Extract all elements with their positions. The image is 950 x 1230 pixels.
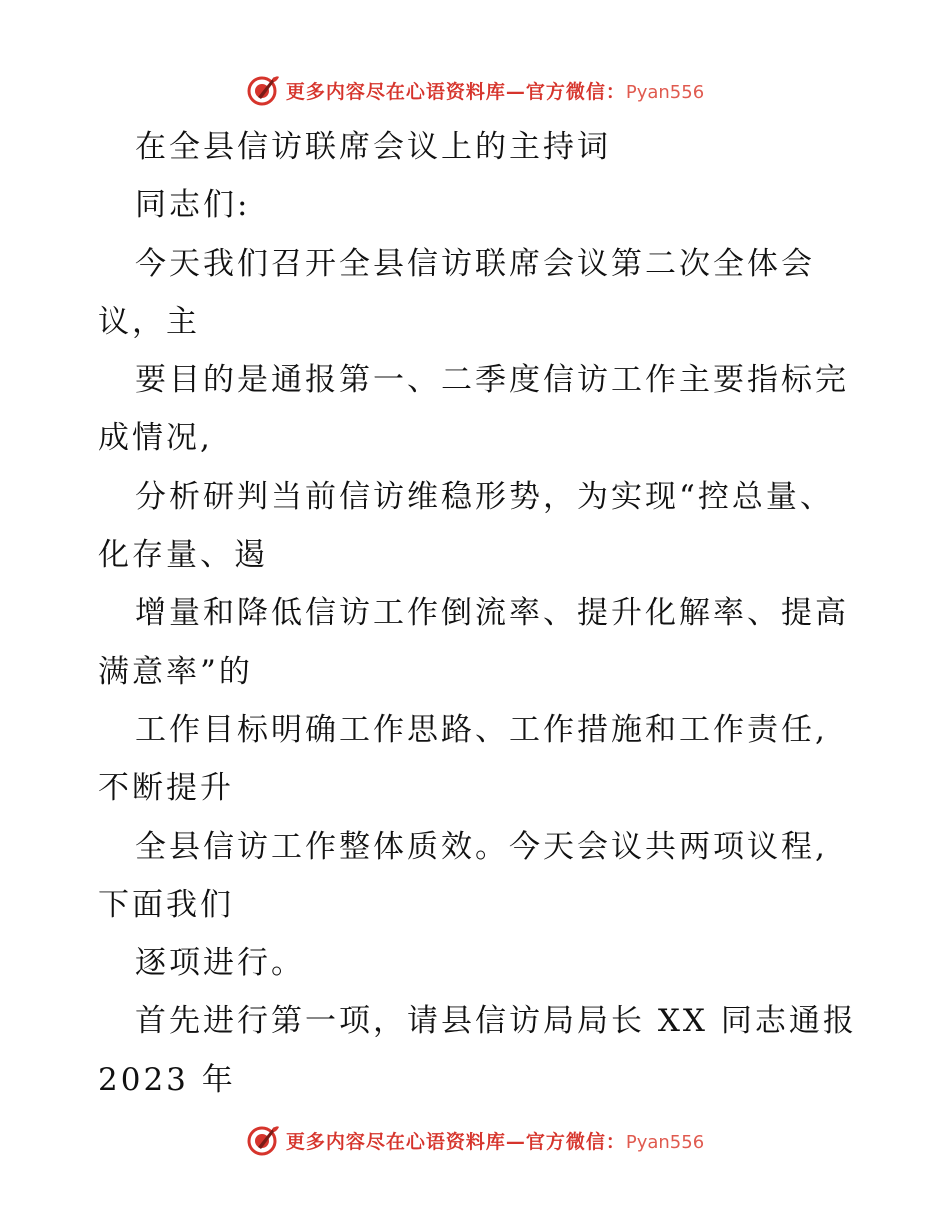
banner-wechat-id: Pyan556	[625, 1131, 705, 1153]
paragraph-line: 不断提升	[98, 770, 234, 807]
paragraph-line: 成情况,	[98, 420, 213, 457]
banner-dash: —	[505, 1130, 526, 1153]
paragraph-line: 工作目标明确工作思路、工作措施和工作责任,	[135, 711, 828, 748]
banner-sub-text: 官方微信：	[525, 80, 626, 103]
quill-logo-icon	[246, 73, 280, 107]
paragraph-line: 化存量、遏	[98, 537, 268, 574]
paragraph-line: 全县信访工作整体质效。今天会议共两项议程,	[135, 828, 828, 865]
paragraph-line: 2023 年	[98, 1061, 236, 1098]
header-banner	[0, 70, 950, 110]
document-body	[98, 118, 858, 1109]
quill-logo-icon	[246, 1123, 280, 1157]
paragraph-line: 满意率”的	[98, 653, 253, 690]
paragraph-line: 首先进行第一项，请县信访局局长 XX 同志通报	[135, 1003, 857, 1040]
paragraph-line: 议，主	[98, 303, 200, 340]
footer-banner	[0, 1120, 950, 1160]
paragraph-line: 分析研判当前信访维稳形势，为实现“控总量、	[135, 478, 834, 515]
footer-banner-text	[286, 1127, 704, 1154]
document-title: 在全县信访联席会议上的主持词	[135, 129, 611, 165]
banner-main-text: 更多内容尽在心语资料库	[285, 1130, 506, 1153]
banner-main-text: 更多内容尽在心语资料库	[285, 80, 506, 103]
banner-sub-text: 官方微信：	[525, 1130, 626, 1153]
paragraph-line: 要目的是通报第一、二季度信访工作主要指标完	[135, 362, 849, 399]
paragraph-line: 今天我们召开全县信访联席会议第二次全体会	[135, 245, 815, 282]
paragraph-line: 下面我们	[98, 886, 234, 923]
header-banner-text	[286, 77, 704, 104]
banner-wechat-id: Pyan556	[625, 81, 705, 103]
banner-dash: —	[505, 80, 526, 103]
greeting: 同志们:	[135, 187, 251, 224]
paragraph-line: 逐项进行。	[135, 945, 305, 982]
paragraph-line: 增量和降低信访工作倒流率、提升化解率、提高	[135, 595, 849, 632]
